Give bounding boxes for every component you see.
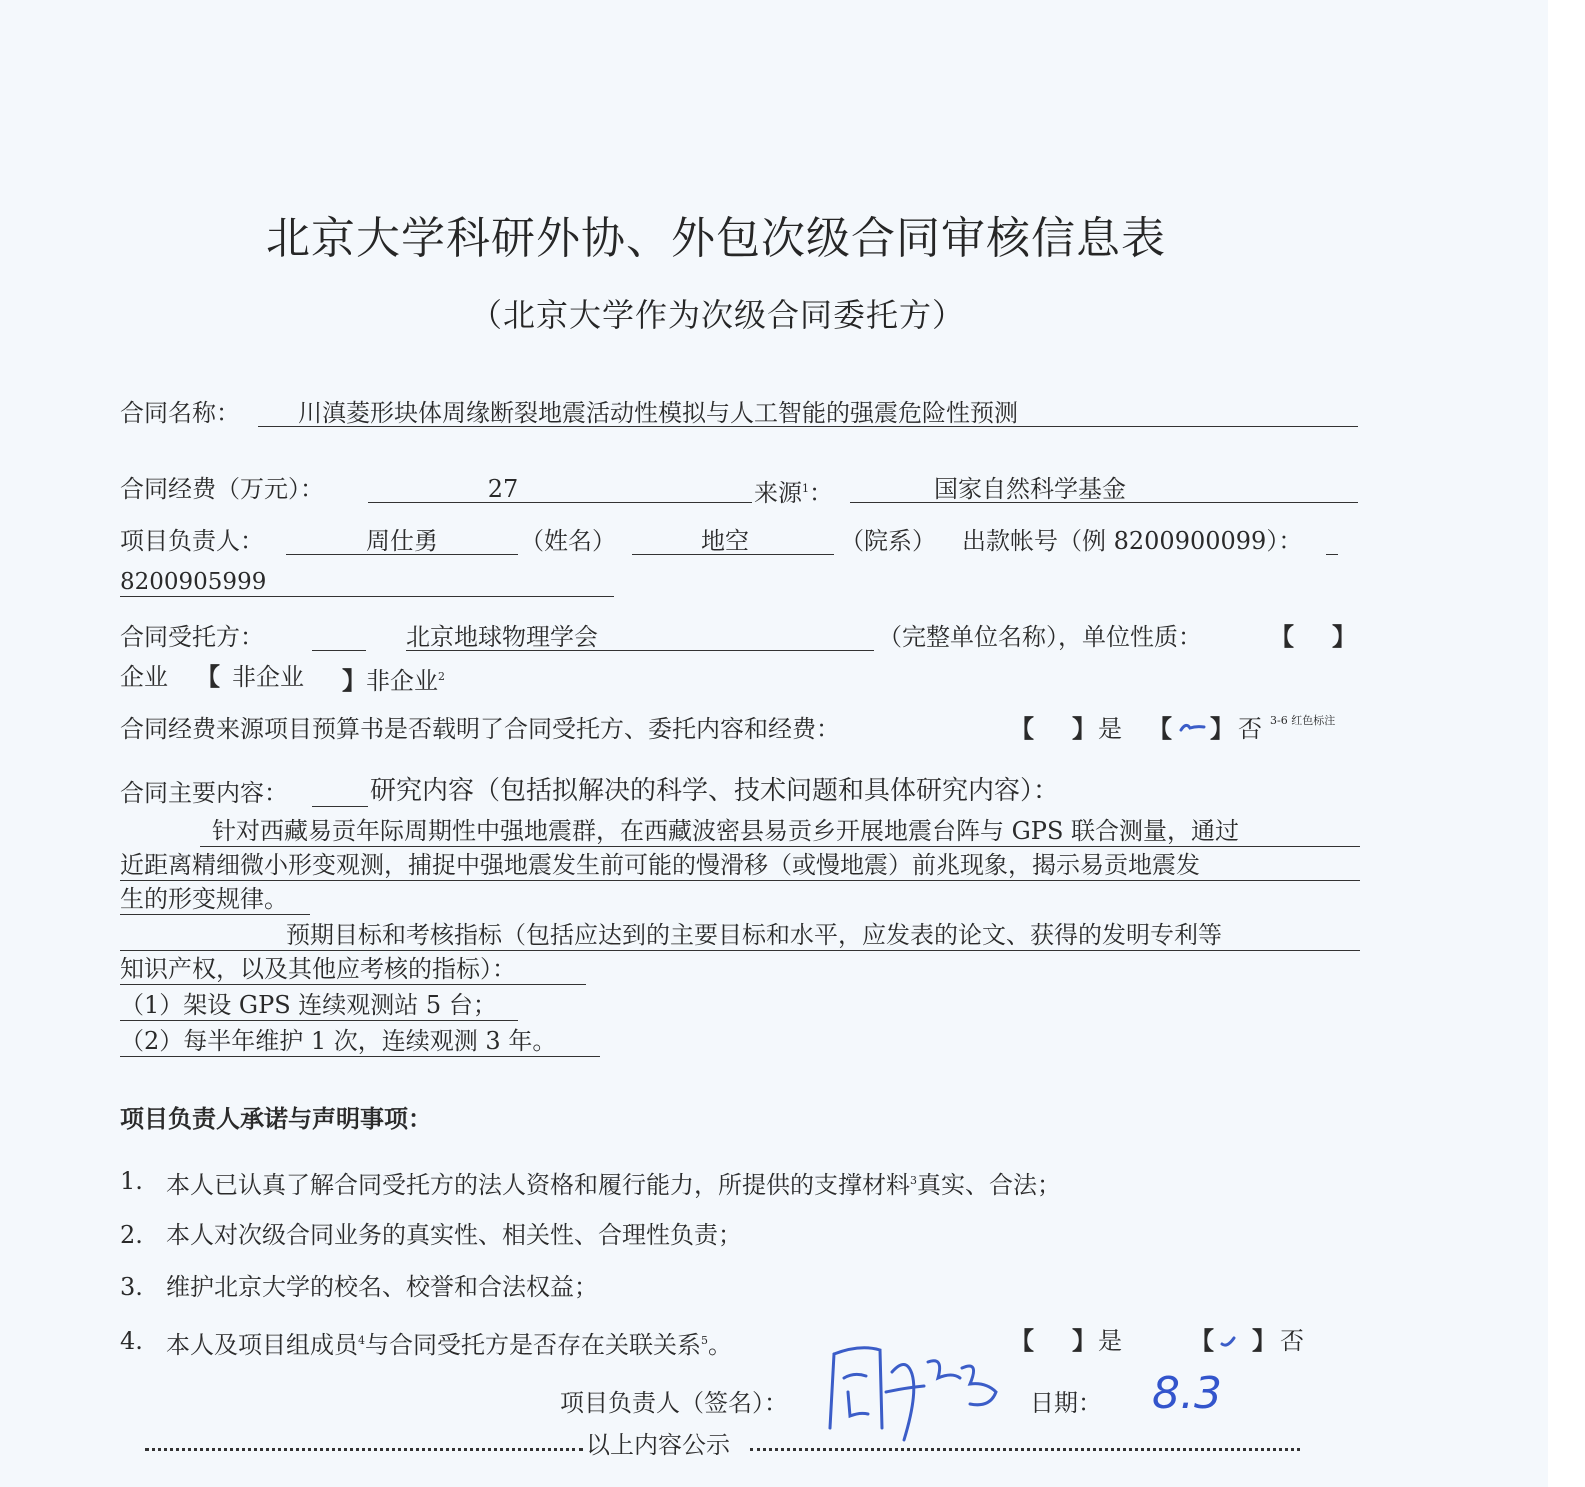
goal-item-1: （1）架设 GPS 连续观测站 5 台； <box>120 991 497 1019</box>
dotted-rule-right <box>750 1448 1300 1451</box>
goal-item-1-underline <box>120 1020 518 1021</box>
handwritten-signature-icon <box>820 1332 1020 1452</box>
research-line-3-underline <box>120 914 310 915</box>
date-label: 日期： <box>1030 1389 1102 1417</box>
leader-name-hint: （姓名） <box>520 527 616 555</box>
goal-item-2: （2）每半年维护 1 次，连续观测 3 年。 <box>120 1027 557 1055</box>
trustee-type2-label: 】非企业$^2$ <box>342 666 445 695</box>
relation-yes-label: 是 <box>1098 1327 1122 1355</box>
contract-source-value: 国家自然科学基金 <box>934 475 1126 503</box>
content-lead-line <box>312 806 368 807</box>
budget-yes-open: 【 <box>1010 714 1034 743</box>
leader-dept: 地空 <box>701 527 749 555</box>
budget-yes-close: 】 <box>1072 714 1096 743</box>
leader-dept-hint: （院系） <box>840 527 936 555</box>
leader-account-value: 8200905999 <box>120 569 267 595</box>
promise-item-3-num: 3. <box>120 1273 143 1301</box>
goals-line-2-underline <box>120 984 586 985</box>
document-subtitle: （北京大学作为次级合同委托方） <box>470 296 966 334</box>
research-heading: 研究内容（包括拟解决的科学、技术问题和具体研究内容）： <box>370 776 1060 806</box>
relation-no-label: 否 <box>1280 1327 1304 1355</box>
budget-no-open: 【 <box>1148 714 1172 743</box>
promise-item-2-num: 2. <box>120 1221 143 1249</box>
contract-name-value: 川滇菱形块体周缘断裂地震活动性模拟与人工智能的强震危险性预测 <box>298 399 1018 427</box>
promise-item-4-num: 4. <box>120 1327 143 1355</box>
content-label: 合同主要内容： <box>120 779 288 807</box>
promise-item-4: 本人及项目组成员$^4$与合同受托方是否存在关联关系$^5$。 <box>166 1331 732 1359</box>
date-value: 8.3 <box>1152 1368 1222 1419</box>
trustee-type1-open: 【 <box>1270 622 1294 651</box>
trustee-type1-close: 】 <box>1332 622 1356 651</box>
leader-label: 项目负责人： <box>120 527 264 555</box>
promise-heading: 项目负责人承诺与声明事项： <box>120 1104 432 1133</box>
goals-line-2: 知识产权，以及其他应考核的指标）： <box>120 955 516 983</box>
public-notice-divider-text: 以上内容公示 <box>586 1431 730 1459</box>
research-line-2-underline <box>120 880 1360 881</box>
relation-no-close: 】 <box>1252 1326 1276 1355</box>
relation-no-open: 【 <box>1190 1326 1214 1355</box>
contract-fee-value: 27 <box>487 475 519 503</box>
goal-item-2-underline <box>120 1056 600 1057</box>
contract-fee-label: 合同经费（万元）： <box>120 475 324 503</box>
page-edge <box>1548 0 1585 1487</box>
trustee-type2-fill: 非企业 <box>232 663 304 691</box>
promise-item-1: 本人已认真了解合同受托方的法人资格和履行能力，所提供的支撑材料$^3$真实、合法； <box>166 1171 1061 1199</box>
research-line-2: 近距离精细微小形变观测，捕捉中强地震发生前可能的慢滑移（或慢地震）前兆现象，揭示易贡地震发 <box>120 851 1200 879</box>
relation-yes-open: 【 <box>1010 1326 1034 1355</box>
trustee-name-hint: （完整单位名称），单位性质： <box>878 623 1202 651</box>
promise-item-1-num: 1. <box>120 1167 143 1195</box>
research-line-1-underline <box>200 846 1360 847</box>
research-line-1: 针对西藏易贡年际周期性中强地震群，在西藏波密县易贡乡开展地震台阵与 GPS 联合测量，通过 <box>212 817 1240 845</box>
signature-label: 项目负责人（签名）： <box>560 1389 788 1417</box>
goals-line-1-underline <box>120 950 1360 951</box>
leader-account-label: 出款帐号（例 8200900099）： <box>962 527 1303 555</box>
dotted-rule-left <box>145 1448 583 1451</box>
document-title: 北京大学科研外协、外包次级合同审核信息表 <box>266 213 1166 264</box>
budget-no-label: 否 <box>1238 715 1262 743</box>
promise-item-2: 本人对次级合同业务的真实性、相关性、合理性负责； <box>166 1221 742 1249</box>
budget-note: 3-6 红色标注 <box>1270 714 1336 727</box>
budget-no-check-icon <box>1178 718 1208 738</box>
budget-yes-label: 是 <box>1098 715 1122 743</box>
budget-no-close: 】 <box>1210 714 1234 743</box>
trustee-type2-open: 【 <box>196 662 220 691</box>
trustee-lead-line <box>312 650 366 651</box>
goals-line-1: 预期目标和考核指标（包括应达到的主要目标和水平，应发表的论文、获得的发明专利等 <box>286 921 1222 949</box>
leader-account-tail-line <box>1326 554 1338 555</box>
promise-item-3: 维护北京大学的校名、校誉和合法权益； <box>166 1273 598 1301</box>
budget-question: 合同经费来源项目预算书是否载明了合同受托方、委托内容和经费： <box>120 715 840 743</box>
relation-yes-close: 】 <box>1072 1326 1096 1355</box>
contract-name-label: 合同名称： <box>120 399 240 427</box>
relation-no-check-icon <box>1218 1332 1240 1352</box>
trustee-label: 合同受托方： <box>120 623 264 651</box>
trustee-type1-label: 企业 <box>120 663 168 691</box>
leader-name: 周仕勇 <box>366 527 438 555</box>
contract-source-label: 来源$^1$： <box>754 479 833 507</box>
research-line-3: 生的形变规律。 <box>120 885 288 913</box>
trustee-name: 北京地球物理学会 <box>406 623 598 651</box>
